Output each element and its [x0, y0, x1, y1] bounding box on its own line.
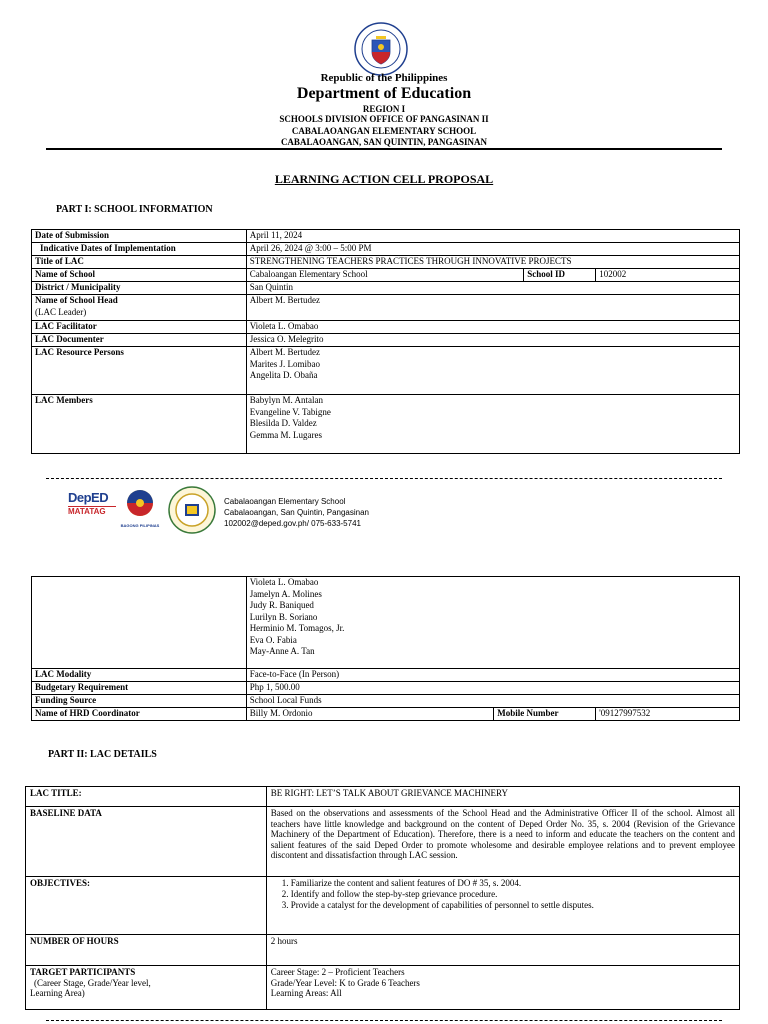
label-school-id: School ID	[524, 269, 596, 282]
label-modality: LAC Modality	[32, 669, 247, 682]
school-info-table	[31, 229, 740, 454]
label-participants-sub1: (Career Stage, Grade/Year level,	[34, 977, 151, 988]
resource-person: Angelita D. Obaña	[249, 370, 318, 380]
part1-heading: PART I: SCHOOL INFORMATION	[56, 204, 213, 215]
objective-item: 3. Provide a catalyst for the development of capabilities of personnel to settle disputes.	[291, 900, 735, 911]
deped-matatag-logo	[68, 490, 116, 526]
member: Violeta L. Omabao	[249, 577, 319, 587]
value-date-submission: April 11, 2024	[246, 230, 739, 243]
label-school-head-sub: (LAC Leader)	[35, 306, 87, 317]
member: Judy R. Baniqued	[249, 600, 314, 610]
label-baseline: BASELINE DATA	[26, 807, 267, 877]
footer-contact: 102002@deped.gov.ph/ 075-633-5741	[224, 519, 361, 528]
label-school-head-cell	[32, 295, 247, 321]
school-info-table-continued	[31, 576, 740, 721]
header-address: CABALAOANGAN, SAN QUINTIN, PANGASINAN	[280, 137, 488, 147]
value-members	[246, 395, 739, 454]
page-break-line-bottom	[46, 1020, 722, 1021]
value-documenter: Jessica O. Melegrito	[246, 334, 739, 347]
label-date-submission: Date of Submission	[32, 230, 247, 243]
participant-line: Learning Areas: All	[270, 988, 342, 998]
label-lac-title: Title of LAC	[32, 256, 247, 269]
value-baseline: Based on the observations and assessments of the School Head and the Administrative Officer II of the school. Almost all teachers have little knowledge and background on the content of Deped Order No. 35, s. 2004 (Revision of the Grievance Machinery of the Department of Education). Therefore, there is a need to inform and educate the teachers on the content and salient features of the said Deped Order to promote wholesome and desirable employee relations and to prevent employee discontent and dissatisfaction through LAC session.	[266, 807, 739, 877]
member: Lurilyn B. Soriano	[249, 611, 318, 622]
value-district: San Quintin	[246, 282, 739, 295]
label-district: District / Municipality	[32, 282, 247, 295]
header-region: REGION I	[362, 104, 406, 114]
value-resource-persons	[246, 347, 739, 395]
label-mobile: Mobile Number	[494, 708, 596, 721]
value-lac-title-2: BE RIGHT: LET’S TALK ABOUT GRIEVANCE MACHINERY	[266, 787, 739, 807]
value-lac-title: STRENGTHENING TEACHERS PRACTICES THROUGH INNOVATIVE PROJECTS	[246, 256, 739, 269]
footer-contact-block	[224, 496, 369, 529]
value-mobile: '09127997532	[596, 708, 740, 721]
header-republic: Republic of the Philippines	[320, 72, 448, 84]
school-seal-icon	[168, 486, 216, 534]
value-modality: Face-to-Face (In Person)	[246, 669, 739, 682]
label-hrd: Name of HRD Coordinator	[32, 708, 247, 721]
value-budget: Php 1, 500.00	[246, 682, 739, 695]
label-lac-title-2: LAC TITLE:	[26, 787, 267, 807]
header-rule	[46, 148, 722, 150]
participant-line: Career Stage: 2 – Proficient Teachers	[270, 967, 405, 977]
participant-line: Grade/Year Level: K to Grade 6 Teachers	[270, 977, 420, 988]
label-participants-sub2: Learning Area)	[30, 988, 85, 998]
member: Babylyn M. Antalan	[249, 395, 323, 405]
member: Gemma M. Lugares	[249, 429, 322, 440]
objective-item: 2. Identify and follow the step-by-step grievance procedure.	[291, 889, 735, 900]
value-participants	[266, 966, 739, 1010]
bagong-pilipinas-text: BAGONG PILIPINAS	[120, 523, 160, 528]
value-members-continued	[246, 577, 739, 669]
member: Blesilda D. Valdez	[249, 418, 317, 428]
objective-item: 1. Familiarize the content and salient features of DO # 35, s. 2004.	[291, 878, 735, 889]
label-budget: Budgetary Requirement	[32, 682, 247, 695]
label-documenter: LAC Documenter	[32, 334, 247, 347]
value-school-name: Cabaloangan Elementary School	[246, 269, 524, 282]
part2-heading: PART II: LAC DETAILS	[48, 749, 157, 760]
value-hours: 2 hours	[266, 935, 739, 966]
page-title: LEARNING ACTION CELL PROPOSAL	[274, 172, 494, 186]
label-participants: TARGET PARTICIPANTS	[30, 967, 136, 977]
page-break-line	[46, 478, 722, 479]
footer-address: Cabalaoangan, San Quintin, Pangasinan	[224, 508, 369, 517]
footer-school: Cabalaoangan Elementary School	[224, 497, 346, 506]
label-hours: NUMBER OF HOURS	[26, 935, 267, 966]
member: May-Anne A. Tan	[249, 646, 315, 656]
objectives-list	[271, 878, 735, 911]
matatag-logo-text: MATATAG	[68, 506, 116, 516]
deped-logo-text: DepED	[68, 490, 109, 505]
member: Eva O. Fabia	[249, 634, 297, 645]
member: Evangeline V. Tabigne	[249, 406, 331, 417]
resource-person: Marites J. Lomibao	[249, 358, 320, 369]
label-participants-cell	[26, 966, 267, 1010]
label-members: LAC Members	[32, 395, 247, 454]
member: Jamelyn A. Molines	[249, 588, 322, 599]
label-impl-dates: Indicative Dates of Implementation	[32, 243, 247, 256]
bagong-pilipinas-emblem-icon	[120, 488, 160, 518]
label-resource-persons: LAC Resource Persons	[32, 347, 247, 395]
label-school-head: Name of School Head	[35, 295, 118, 305]
resource-person: Albert M. Bertudez	[249, 347, 320, 357]
bagong-pilipinas-logo	[120, 488, 160, 530]
header-department: Department of Education	[296, 85, 472, 102]
members-cont-label-cell	[32, 577, 247, 669]
lac-details-table	[25, 786, 740, 1010]
label-objectives: OBJECTIVES:	[26, 877, 267, 935]
value-impl-dates: April 26, 2024 @ 3:00 – 5:00 PM	[246, 243, 739, 256]
member: Herminio M. Tomagos, Jr.	[249, 623, 345, 633]
header-division: SCHOOLS DIVISION OFFICE OF PANGASINAN II	[279, 114, 489, 124]
value-objectives	[266, 877, 739, 935]
deped-seal	[354, 22, 408, 76]
value-funding: School Local Funds	[246, 695, 739, 708]
value-school-id: 102002	[596, 269, 740, 282]
label-funding: Funding Source	[32, 695, 247, 708]
label-facilitator: LAC Facilitator	[32, 321, 247, 334]
value-facilitator: Violeta L. Omabao	[246, 321, 739, 334]
label-school-name: Name of School	[32, 269, 247, 282]
header-school: CABALAOANGAN ELEMENTARY SCHOOL	[291, 126, 477, 136]
value-school-head: Albert M. Bertudez	[246, 295, 739, 321]
value-hrd: Billy M. Ordonio	[246, 708, 494, 721]
